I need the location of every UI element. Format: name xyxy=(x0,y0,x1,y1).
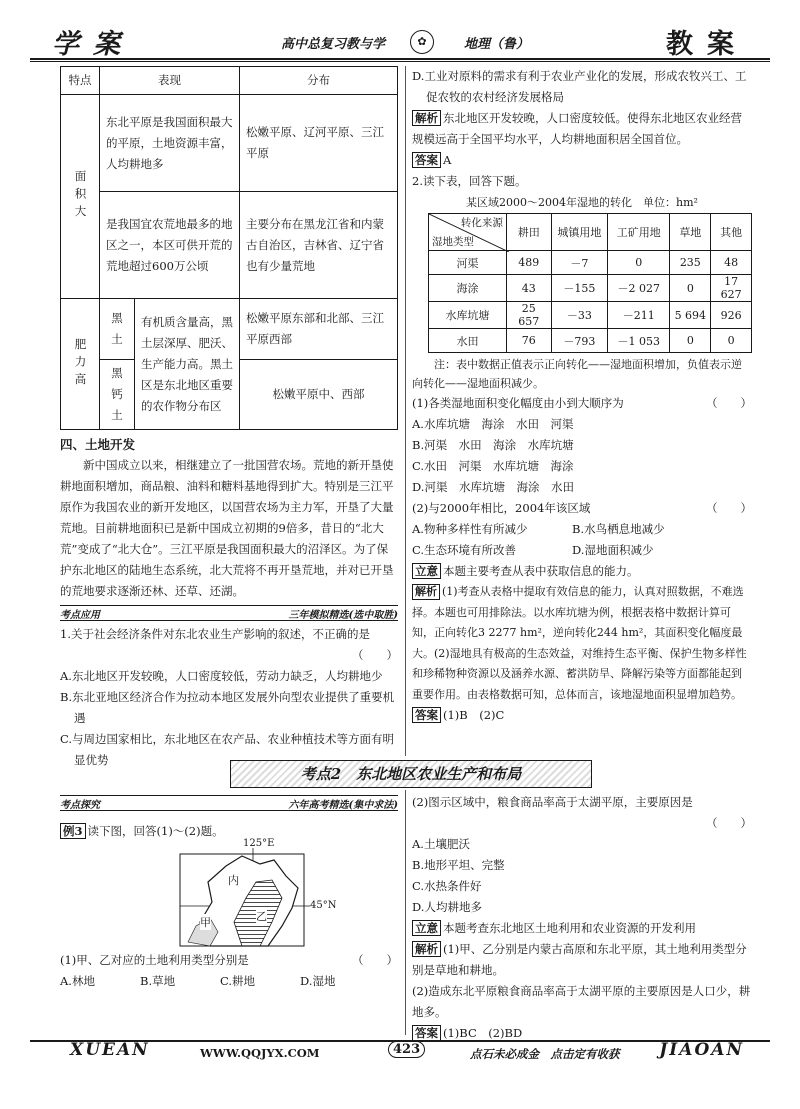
cell: －7 xyxy=(551,251,607,275)
answer-label: 答案 xyxy=(412,707,441,723)
example3-stem: 例3 读下图，回答(1)～(2)题。 xyxy=(60,821,398,842)
q1-option-d: D.工业对原料的需求有利于农业产业化的发展，形成农牧兴工、工促农牧的农村经济发展格局 xyxy=(412,69,747,104)
ex3-q2-option-b: B.地形平坦、完整 xyxy=(412,858,505,872)
answer-label: 答案 xyxy=(412,1025,441,1041)
cell: 926 xyxy=(711,302,752,329)
corner-bottom: 湿地类型 xyxy=(432,236,474,248)
q1-paren: （ ） xyxy=(352,648,398,662)
strip-apply-left: 考点应用 xyxy=(60,609,100,621)
bottom-right-column xyxy=(412,792,752,1044)
cell: －155 xyxy=(551,275,607,302)
cell: 0 xyxy=(670,275,711,302)
strip-apply-right: 三年模拟精选(选中取胜) xyxy=(288,609,398,621)
footer-right: JIAOAN xyxy=(659,1040,744,1060)
column-divider-bottom xyxy=(405,790,406,1035)
cell: 25 657 xyxy=(506,302,551,329)
ex3-answer: 答案 (1)BC (2)BD xyxy=(412,1023,752,1044)
section-banner: 考点2 东北地区农业生产和布局 xyxy=(230,760,592,788)
th-feature: 特点 xyxy=(61,67,100,95)
row2-dist: 主要分布在黑龙江省和内蒙古自治区，吉林省、辽宁省也有少量荒地 xyxy=(240,192,398,299)
q2-1-stem: (1)各类湿地面积变化幅度由小到大顺序为 （ ） xyxy=(412,396,752,410)
option: B.草地 xyxy=(140,974,176,988)
intent-label: 立意 xyxy=(412,563,441,579)
table-row xyxy=(429,302,752,329)
col-head: 耕田 xyxy=(506,214,551,251)
strip-apply xyxy=(60,605,398,621)
th-show: 表现 xyxy=(100,67,240,95)
ex3-q1-options xyxy=(60,971,398,992)
q2-1-option-b: B.河渠 水田 海涂 水库坑塘 xyxy=(412,438,574,452)
ex3-q2-option-a: A.土壤肥沃 xyxy=(412,837,470,851)
map-lat-label: 45°N xyxy=(310,900,337,911)
q2-intent: 立意 本题主要考查从表中获取信息的能力。 xyxy=(412,561,752,582)
ex3-intent: 立意 本题考查东北地区土地利用和农业资源的开发利用 xyxy=(412,918,752,939)
col-head: 城镇用地 xyxy=(551,214,607,251)
cell: －2 027 xyxy=(608,275,670,302)
row-name: 海涂 xyxy=(429,275,507,302)
cell: 76 xyxy=(506,329,551,353)
cell: 5 694 xyxy=(670,302,711,329)
col-head: 草地 xyxy=(670,214,711,251)
corner-cell xyxy=(429,214,507,251)
cell: 0 xyxy=(711,329,752,353)
soil2-dist: 松嫩平原中、西部 xyxy=(240,360,398,430)
section4-text: 新中国成立以来，相继建立了一批国营农场。荒地的新开垦使耕地面积增加，商品粮、油料和糖料基地得到扩大。特别是三江平原作为我国农业的新开发地区，以国营农场为主力军，开垦了大量荒地。目前耕地面积已是新中国成立初期的9倍多，昔日的“北大荒”变成了“北大仓”。三江平原是我国面积最大的沼泽区。为了保护东北地区的陆地生态系统，北大荒将不再开垦荒地，并对已开垦的荒地要求逐渐还林、还草、还湖。 xyxy=(60,458,394,598)
map-lon-label: 125°E xyxy=(243,838,275,849)
strip-explore-right: 六年高考精选(集中求法) xyxy=(288,799,398,811)
header-series: 高中总复习教与学 xyxy=(280,37,385,52)
cell: 48 xyxy=(711,251,752,275)
q1-option-a: A.东北地区开发较晚，人口密度较低，劳动力缺乏，人均耕地少 xyxy=(60,669,383,683)
right-column xyxy=(412,66,752,726)
soil-black: 黑土 xyxy=(100,299,135,360)
ex3-q1-stem: (1)甲、乙对应的土地利用类型分别是 （ ） xyxy=(60,953,398,967)
cell: 0 xyxy=(670,329,711,353)
analysis-label: 解析 xyxy=(412,110,441,126)
section4-title: 四、土地开发 xyxy=(60,437,136,452)
header-rule xyxy=(30,58,770,60)
q2-2-options-cd: C.生态环境有所改善 D.湿地面积减少 xyxy=(412,543,654,557)
q1-option-c: C.与周边国家相比，东北地区在农产品、农业种植技术等方面有明显优势 xyxy=(60,732,395,767)
table-note: 注：表中数据正值表示正向转化——湿地面积增加，负值表示逆向转化——湿地面积减少。 xyxy=(412,358,742,390)
soil-show: 有机质含量高，黑土层深厚、肥沃、生产能力高。黑土区是东北地区重要的农作物分布区 xyxy=(135,299,240,430)
group-fertile: 肥力高 xyxy=(61,299,100,430)
wetland-table xyxy=(428,213,752,353)
map-label-jia: 甲 xyxy=(200,916,211,929)
row-name: 水库坑塘 xyxy=(429,302,507,329)
header-right-title: 教案 xyxy=(666,29,748,60)
option: C.耕地 xyxy=(220,974,256,988)
ex3-analysis-2: (2)造成东北平原粮食商品率高于太湖平原的主要原因是人口少，耕地多。 xyxy=(412,984,751,1019)
header-center xyxy=(220,33,590,52)
ex3-q2-stem: (2)图示区域中，粮食商品率高于太湖平原，主要原因是 xyxy=(412,795,693,809)
row-name: 水田 xyxy=(429,329,507,353)
q2-2-stem: (2)与2000年相比，2004年该区域 （ ） xyxy=(412,501,752,515)
q1-analysis: 解析 东北地区开发较晚，人口密度较低。使得东北地区农业经营规模远高于全国平均水平，人均耕地面积居全国首位。 xyxy=(412,111,742,146)
col-head: 工矿用地 xyxy=(608,214,670,251)
q2-analysis: 解析 (1)考查从表格中提取有效信息的能力，认真对照数据，不难选择。本题也可用排除法。以水库坑塘为例，根据表格中数据计算可知，正向转化3 2277 hm²，逆向转化244 hm²，其面积变化幅度最大。(2)湿地具有极高的生态效益，对维持生态平衡、保护生物多样性和珍稀物种资源以及涵养水源、蓄洪防旱、降解污染等方面都能起到重要作用。由表格数据可知，总体而言，该地湿地面积显增加趋势。 xyxy=(412,585,747,701)
q1-answer: 答案 A xyxy=(412,150,752,171)
ex3-q2-paren: （ ） xyxy=(706,816,752,830)
header-left-title: 学案 xyxy=(52,29,134,60)
q2-answer: 答案 (1)B (2)C xyxy=(412,705,752,726)
cell: 489 xyxy=(506,251,551,275)
cell: －793 xyxy=(551,329,607,353)
strip-explore-left: 考点探究 xyxy=(60,799,100,811)
ex3-analysis-1: 解析 (1)甲、乙分别是内蒙古高原和东北平原，其土地利用类型分别是草地和耕地。 xyxy=(412,942,747,977)
cell: －1 053 xyxy=(608,329,670,353)
intent-label: 立意 xyxy=(412,920,441,936)
footer-slogan: 点石未必成金 点击定有收获 xyxy=(470,1047,620,1061)
cell: －33 xyxy=(551,302,607,329)
header-rule-thin xyxy=(30,61,770,62)
th-dist: 分布 xyxy=(240,67,398,95)
strip-explore xyxy=(60,795,398,811)
row1-dist: 松嫩平原、辽河平原、三江平原 xyxy=(240,95,398,192)
analysis-label: 解析 xyxy=(412,941,441,957)
col-head: 其他 xyxy=(711,214,752,251)
q2-2-options-ab: A.物种多样性有所减少 B.水鸟栖息地减少 xyxy=(412,522,665,536)
analysis-label: 解析 xyxy=(412,584,440,600)
group-area: 面积大 xyxy=(61,95,100,299)
header-subject: 地理（鲁） xyxy=(464,37,530,52)
soil-chernozem: 黑钙土 xyxy=(100,360,135,430)
option: D.湿地 xyxy=(300,974,336,988)
q1-stem: 1.关于社会经济条件对东北农业生产影响的叙述，不正确的是 xyxy=(60,627,370,641)
northeast-map xyxy=(60,842,398,950)
bottom-left-column xyxy=(60,792,398,992)
q2-stem: 2.读下表，回答下题。 xyxy=(412,174,527,188)
map-label-yi: 乙 xyxy=(256,910,267,923)
row2-show: 是我国宜农荒地最多的地区之一，本区可供开荒的荒地超过600万公顷 xyxy=(100,192,240,299)
example-label: 例3 xyxy=(60,823,86,839)
cell: 43 xyxy=(506,275,551,302)
footer-left: XUEAN xyxy=(70,1040,150,1060)
corner-top: 转化来源 xyxy=(460,217,503,229)
footer-url: WWW.QQJYX.COM xyxy=(200,1046,320,1060)
q2-1-option-d: D.河渠 水库坑塘 海涂 水田 xyxy=(412,480,574,494)
option: A.林地 xyxy=(60,974,95,988)
page-number: 423 xyxy=(388,1041,425,1058)
row-name: 河渠 xyxy=(429,251,507,275)
q2-1-option-c: C.水田 河渠 水库坑塘 海涂 xyxy=(412,459,574,473)
map-label-inner: 内 xyxy=(228,874,239,887)
q1-option-b: B.东北亚地区经济合作为拉动本地区发展外向型农业提供了重要机遇 xyxy=(60,690,395,725)
cell: 235 xyxy=(670,251,711,275)
table-row xyxy=(429,329,752,353)
table-row xyxy=(429,275,752,302)
q2-1-option-a: A.水库坑塘 海涂 水田 河渠 xyxy=(412,417,574,431)
column-divider xyxy=(405,66,406,756)
left-column xyxy=(60,66,398,771)
ex3-q2-option-c: C.水热条件好 xyxy=(412,879,482,893)
ex3-q2-option-d: D.人均耕地多 xyxy=(412,900,482,914)
land-feature-table xyxy=(60,66,398,430)
map-figure xyxy=(60,838,398,950)
logo-icon: ✿ xyxy=(410,30,434,54)
cell: 17 627 xyxy=(711,275,752,302)
table-row xyxy=(429,251,752,275)
answer-label: 答案 xyxy=(412,152,441,168)
cell: －211 xyxy=(608,302,670,329)
wetland-table-title: 某区域2000～2004年湿地的转化 单位：hm² xyxy=(466,196,698,209)
soil1-dist: 松嫩平原东部和北部、三江平原西部 xyxy=(240,299,398,360)
row1-show: 东北平原是我国面积最大的平原，土地资源丰富，人均耕地多 xyxy=(100,95,240,192)
cell: 0 xyxy=(608,251,670,275)
